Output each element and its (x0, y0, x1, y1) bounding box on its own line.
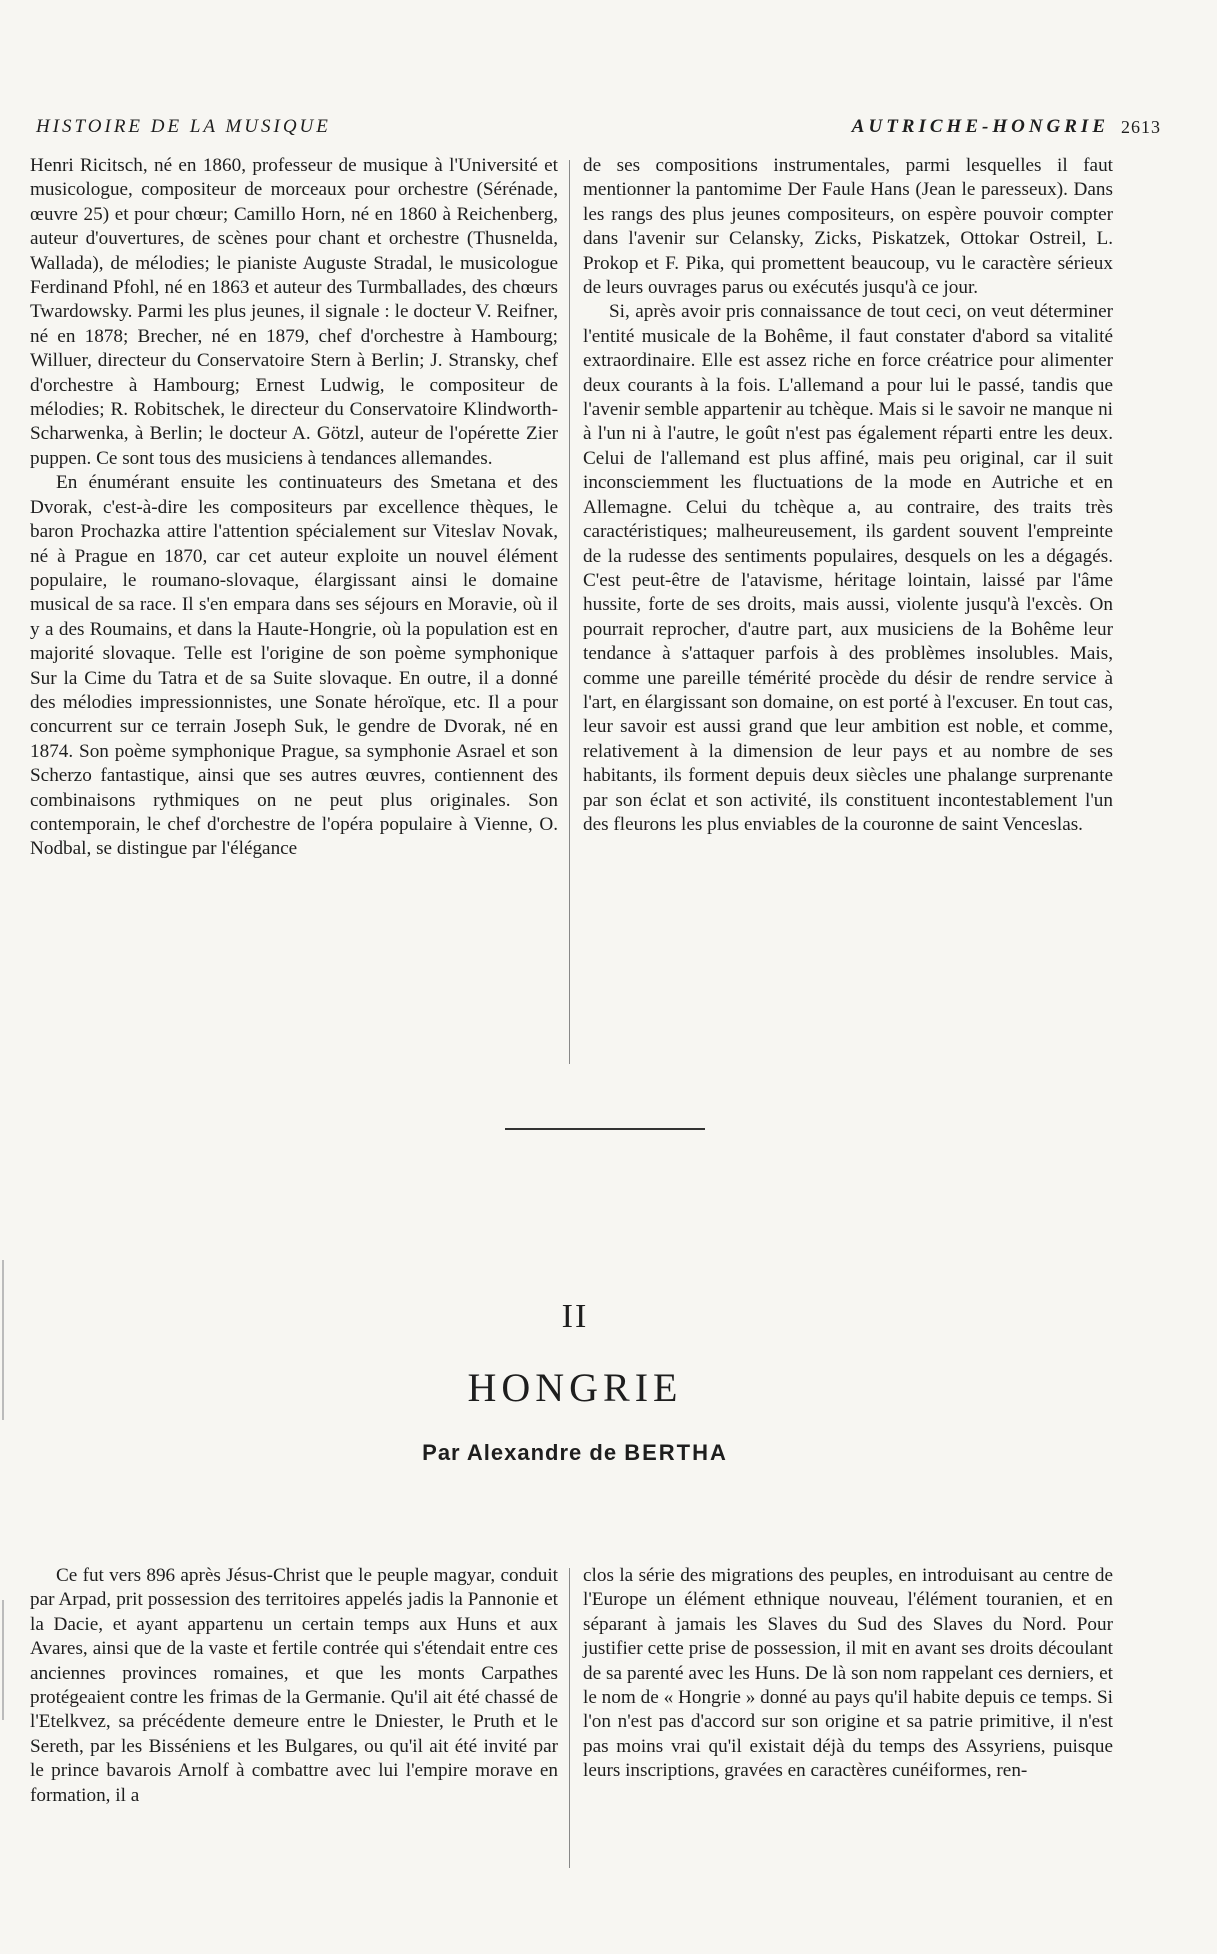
column-divider (569, 1568, 570, 1868)
running-header (36, 116, 1161, 142)
paragraph: Henri Ricitsch, né en 1860, professeur de musique à l'Université et musicologue, compositeur de morceaux pour orchestre (Sérénade, œuvre 25) et pour chœur; Camillo Horn, né en 1860 à Reichenberg, auteur d'ouvertures, de scènes pour chant et orchestre (Thusnelda, Wallada), de mélodies; le pianiste Auguste Stradal, le musicologue Ferdinand Pfohl, né en 1863 et auteur des Turmballades, des chœurs Twardowsky. Parmi les plus jeunes, il signale : le docteur V. Reifner, né en 1878; Brecher, né en 1879, chef d'orchestre à Hambourg; Willuer, directeur du Conservatoire Stern à Berlin; J. Stransky, chef d'orchestre à Hambourg; Ernest Ludwig, le compositeur de mélodies; R. Robitschek, le directeur du Conservatoire Klindworth-Scharwenka, à Berlin; le docteur A. Götzl, auteur de l'opérette Zier puppen. Ce sont tous des musiciens à tendances allemandes. (30, 155, 558, 469)
paragraph: clos la série des migrations des peuples, en introduisant au centre de l'Europe un élément ethnique nouveau, l'élément touranien, et en séparant à jamais les Slaves du Sud des Slaves du Nord. Pour justifier cette prise de possession, il mit en avant ses droits découlant de sa parenté avec les Huns. De là son nom rappelant ces derniers, et le nom de « Hongrie » donné au pays qu'il habite depuis ce temps. Si l'on n'est pas d'accord sur son origine et sa patrie primitive, il n'est pas moins vrai qu'il existait déjà du temps des Assyriens, puisque leurs inscriptions, gravées en caractères cunéiformes, ren- (583, 1565, 1113, 1782)
paragraph: Ce fut vers 896 après Jésus-Christ que le peuple magyar, conduit par Arpad, prit possession des territoires appelés jadis la Pannonie et la Dacie, et ayant appartenu un certain temps aux Huns et aux Avares, ainsi que de la vaste et fertile contrée qui s'étendait entre ces anciennes provinces romaines, et que les monts Carpathes protégeaient contre les frimas de la Germanie. Qu'il ait été chassé de l'Etelkvez, sa précédente demeure entre le Dniester, le Pruth et le Sereth, par les Bisséniens et les Bulgares, ou qu'il ait été invité par le prince bavarois Arnolf à combattre avec lui l'empire morave en formation, il a (30, 1565, 558, 1806)
bottom-right-column (583, 1564, 1113, 1784)
column-divider (569, 160, 570, 1064)
page-edge-mark (2, 1260, 4, 1420)
page-number: 2613 (1121, 117, 1161, 137)
paragraph: En énumérant ensuite les continuateurs des Smetana et des Dvorak, c'est-à-dire les compositeurs par excellence thèques, le baron Prochazka attire l'attention spécialement sur Viteslav Novak, né à Prague en 1870, car cet auteur exploite un nouvel élément populaire, le roumano-slovaque, élargissant ainsi le domaine musical de sa race. Il s'en empara dans ses séjours en Moravie, où il y a des Roumains, et dans la Haute-Hongrie, où la population est en majorité slovaque. Telle est l'origine de son poème symphonique Sur la Cime du Tatra et de sa Suite slovaque. En outre, il a donné des mélodies impressionnistes, une Sonate héroïque, etc. Il a pour concurrent sur ce terrain Joseph Suk, le gendre de Dvorak, né en 1874. Son poème symphonique Prague, sa symphonie Asrael et son Scherzo fantastique, ainsi que ses autres œuvres, contiennent des combinaisons rythmiques on ne peut plus originales. Son contemporain, le chef d'orchestre de l'opéra populaire à Vienne, O. Nodbal, se distingue par l'élégance (30, 472, 558, 860)
top-right-column (583, 154, 1113, 837)
section-separator-rule (505, 1128, 705, 1130)
byline-prefix: Par Alexandre de (422, 1440, 625, 1465)
section-title: HONGRIE (467, 1365, 683, 1410)
byline (0, 1440, 1150, 1466)
header-left-title: HISTOIRE DE LA MUSIQUE (36, 116, 331, 137)
top-left-column (30, 154, 558, 862)
bottom-left-column (30, 1564, 558, 1808)
byline-author-surname: BERTHA (624, 1440, 728, 1465)
header-right-title: AUTRICHE-HONGRIE (851, 116, 1109, 137)
paragraph: Si, après avoir pris connaissance de tout ceci, on veut déterminer l'entité musicale de la Bohême, il faut constater d'abord sa vitalité extraordinaire. Elle est assez riche en force créatrice pour alimenter deux courants à la fois. L'allemand a pour lui le passé, tandis que l'avenir semble appartenir au tchèque. Mais si le savoir ne manque ni à l'un ni à l'autre, le goût n'est pas également réparti entre les deux. Celui de l'allemand est plus affiné, mais peu original, car il suit inconsciemment les fluctuations de la mode en Autriche et en Allemagne. Celui du tchèque a, au contraire, des traits très caractéristiques; malheureusement, ils gardent souvent l'empreinte de la rudesse des sentiments populaires, desquels on les a dégagés. C'est peut-être de l'atavisme, héritage lointain, laissé par l'âme hussite, forte de ses droits, mais aussi, violente jusqu'à l'excès. On pourrait reprocher, d'autre part, aux musiciens de la Bohême leur tendance à s'attaquer parfois à des problèmes insolubles. Mais, comme une pareille témérité procède du désir de rendre service à l'art, en élargissant son domaine, on est porté à l'excuser. En tout cas, leur savoir est aussi grand que leur ambition est noble, et comme, relativement à la dimension de leur pays et au nombre de ses habitants, ils forment depuis deux siècles une phalange surprenante par son éclat et son activité, ils constituent incontestablement l'un des fleurons les plus enviables de la couronne de saint Venceslas. (583, 301, 1113, 835)
section-number: II (561, 1298, 589, 1335)
page-edge-mark (2, 1600, 4, 1720)
paragraph: de ses compositions instrumentales, parmi lesquelles il faut mentionner la pantomime Der Faule Hans (Jean le paresseux). Dans les rangs des plus jeunes compositeurs, on espère pouvoir compter dans l'avenir sur Celansky, Zicks, Piskatzek, Ottokar Ostreil, L. Prokop et F. Pika, qui promettent beaucoup, vu le caractère sérieux de leurs ouvrages parus ou exécutés jusqu'à ce jour. (583, 155, 1113, 299)
